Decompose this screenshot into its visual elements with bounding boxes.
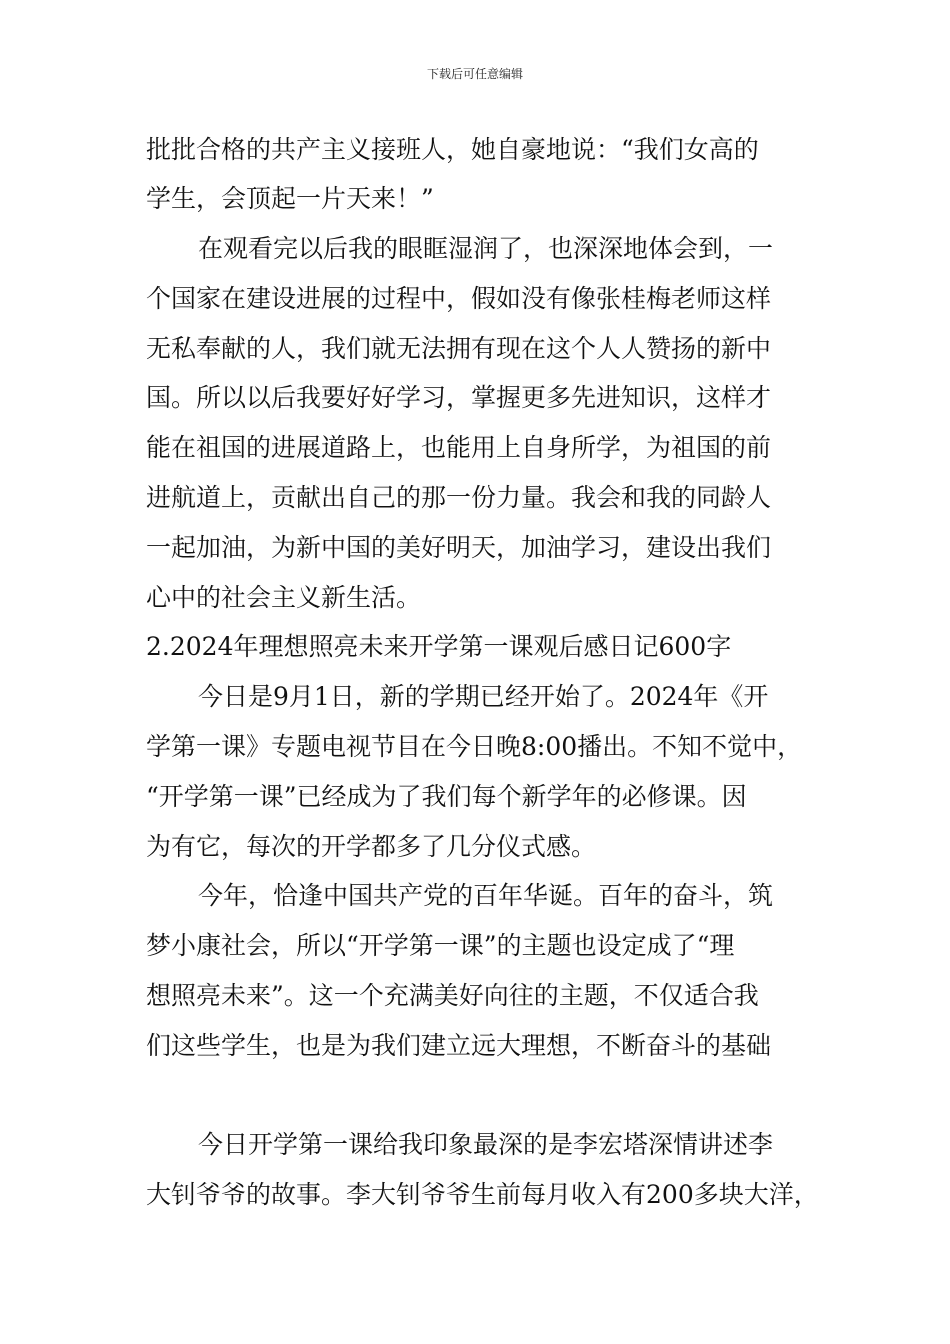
paragraph-first-line: 今日是9月1日，新的学期已经开始了。2024年《开	[198, 682, 769, 711]
paragraph-first-line: 今年，恰逢中国共产党的百年华诞。百年的奋斗，筑	[198, 881, 774, 910]
section-heading: 2.2024年理想照亮未来开学第一课观后感日记600字	[146, 632, 732, 661]
body-line: 们这些学生，也是为我们建立远大理想，不断奋斗的基础	[146, 1031, 772, 1060]
body-line: 无私奉献的人，我们就无法拥有现在这个人人赞扬的新中	[146, 334, 772, 363]
body-line: 批批合格的共产主义接班人，她自豪地说：“我们女高的	[146, 135, 759, 164]
paragraph-first-line: 今日开学第一课给我印象最深的是李宏塔深情讲述李	[198, 1130, 774, 1159]
body-line: 能在祖国的进展道路上，也能用上自身所学，为祖国的前	[146, 433, 772, 462]
body-line: 为有它，每次的开学都多了几分仪式感。	[146, 832, 597, 861]
paragraph-first-line: 在观看完以后我的眼眶湿润了，也深深地体会到，一	[198, 234, 774, 263]
body-line: 一起加油，为新中国的美好明天，加油学习，建设出我们	[146, 533, 772, 562]
body-line: 学生，会顶起一片天来！”	[146, 184, 434, 213]
body-line: 国。所以以后我要好好学习，掌握更多先进知识，这样才	[146, 383, 772, 412]
body-line: 心中的社会主义新生活。	[146, 583, 422, 612]
body-line: “开学第一课”已经成为了我们每个新学年的必修课。因	[146, 782, 747, 811]
body-line: 个国家在建设进展的过程中，假如没有像张桂梅老师这样	[146, 284, 772, 313]
body-line: 进航道上，贡献出自己的那一份力量。我会和我的同龄人	[146, 483, 772, 512]
body-line: 大钊爷爷的故事。李大钊爷爷生前每月收入有200多块大洋，	[146, 1180, 819, 1209]
body-line: 想照亮未来”。这一个充满美好向往的主题，不仅适合我	[146, 981, 759, 1010]
body-line: 梦小康社会，所以“开学第一课”的主题也设定成了“理	[146, 931, 735, 960]
body-line: 学第一课》专题电视节目在今日晚8:00播出。不知不觉中，	[146, 732, 803, 761]
page-header: 下载后可任意编辑	[426, 67, 523, 81]
